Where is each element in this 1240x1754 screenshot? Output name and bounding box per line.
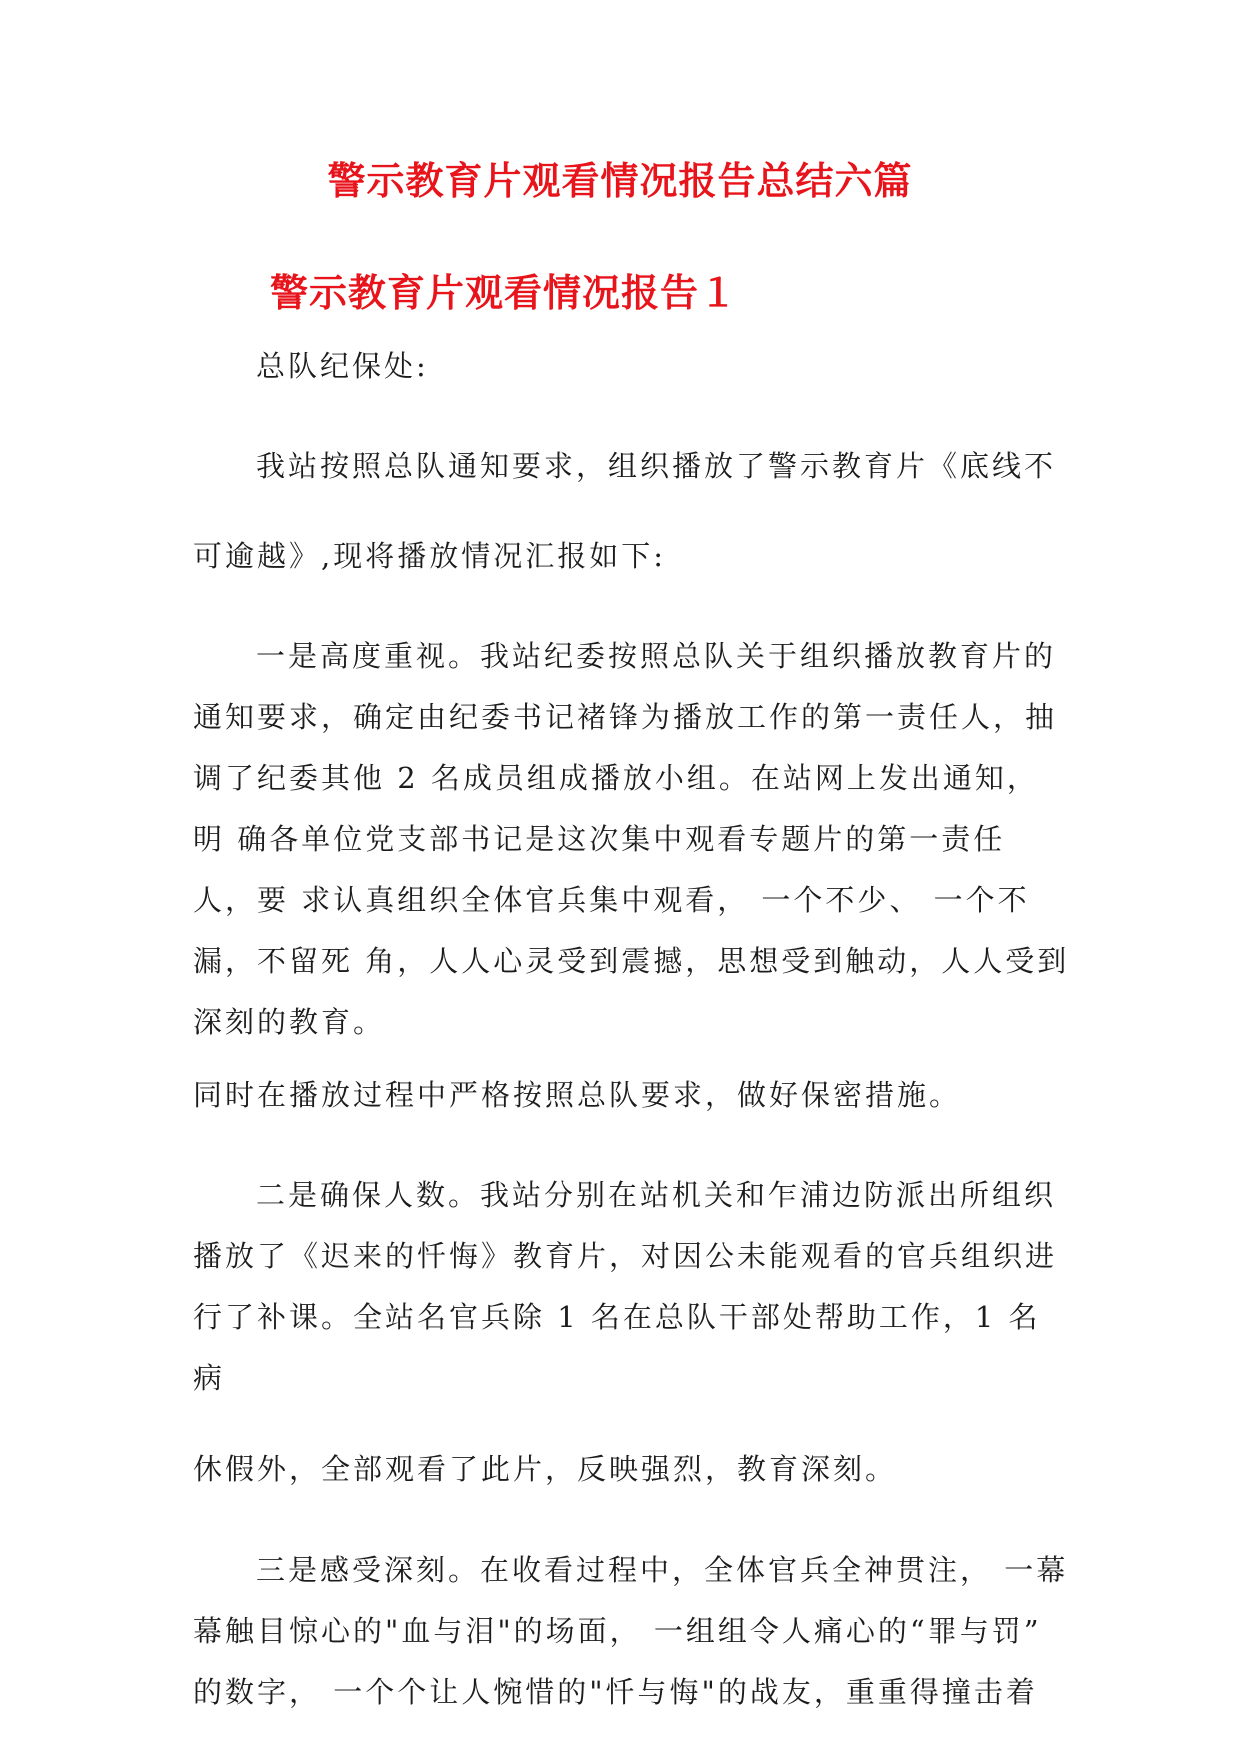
paragraph-line: 同时在播放过程中严格按照总队要求，做好保密措施。 — [193, 1078, 962, 1112]
paragraph-line: 播放了《迟来的忏悔》教育片，对因公未能观看的官兵组织进 — [193, 1239, 1058, 1273]
paragraph-line: 我站按照总队通知要求，组织播放了警示教育片《底线不 — [256, 449, 1057, 483]
paragraph-line: 明 确各单位党支部书记是这次集中观看专题片的第一责任 — [193, 822, 1006, 856]
paragraph-line: 三是感受深刻。在收看过程中，全体官兵全神贯注， 一幕 — [256, 1553, 1069, 1587]
salutation: 总队纪保处: — [256, 349, 429, 383]
document-title: 警示教育片观看情况报告总结六篇 — [327, 158, 913, 203]
paragraph-line: 休假外，全部观看了此片，反映强烈，教育深刻。 — [193, 1452, 898, 1486]
paragraph-line: 人，要 求认真组织全体官兵集中观看， 一个不少、 一个不 — [193, 883, 1030, 917]
paragraph-line: 幕触目惊心的"血与泪"的场面， 一组组令人痛心的“罪与罚” — [193, 1614, 1042, 1648]
paragraph-line: 的数字， 一个个让人惋惜的"忏与悔"的战友，重重得撞击着 — [193, 1675, 1038, 1709]
paragraph-line: 可逾越》,现将播放情况汇报如下: — [193, 539, 666, 573]
paragraph-line: 二是确保人数。我站分别在站机关和乍浦边防派出所组织 — [256, 1178, 1057, 1212]
paragraph-line: 通知要求，确定由纪委书记褚锋为播放工作的第一责任人，抽 — [193, 700, 1058, 734]
paragraph-line: 漏，不留死 角，人人心灵受到震撼，思想受到触动，人人受到 — [193, 944, 1070, 978]
paragraph-line: 一是高度重视。我站纪委按照总队关于组织播放教育片的 — [256, 639, 1057, 673]
section-heading: 警示教育片观看情况报告１ — [270, 270, 739, 315]
paragraph-line: 调了纪委其他 2 名成员组成播放小组。在站网上发出通知， — [193, 761, 1039, 795]
paragraph-line: 深刻的教育。 — [193, 1005, 386, 1039]
paragraph-line: 行了补课。全站名官兵除 1 名在总队干部处帮助工作，1 名 — [193, 1300, 1041, 1334]
paragraph-line: 病 — [193, 1361, 226, 1395]
